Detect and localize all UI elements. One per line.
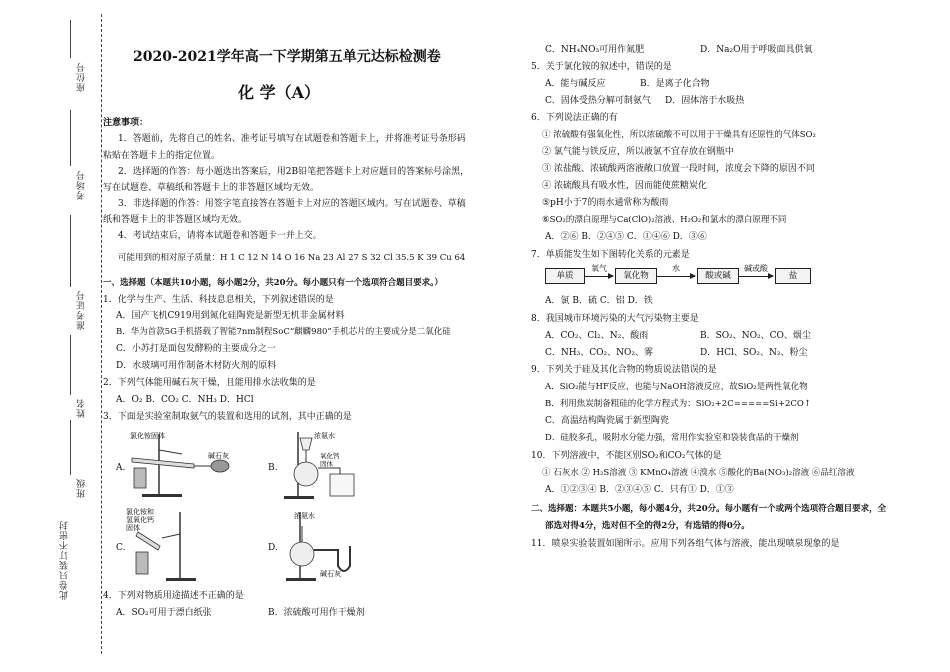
q1-option-d: D．水玻璃可用作制备木材防火剂的原料 [116, 361, 277, 371]
flow-arrow-3 [739, 276, 773, 277]
apparatus-c-label-3: 固体 [126, 524, 140, 532]
exam-room-label: 考场号 [77, 170, 87, 200]
apparatus-c-label-2: 氢氧化钙 [126, 516, 154, 524]
seat-number-line [70, 20, 71, 58]
q1-option-b: B．华为首款5G手机搭载了智能7nm制程SoC“麒麟980”手机芯片的主要成分是二氧化硅 [116, 327, 451, 337]
atomic-masses: 可能用到的相对原子质量：H 1 C 12 N 14 O 16 Na 23 Al 27 S 32 Cl 35.5 K 39 Cu 64 [118, 253, 466, 263]
q6-statement-4: ④ 浓硫酸具有吸水性，因而能使蔗糖炭化 [542, 181, 707, 191]
q3-stem: 3．下面是实验室制取氨气的装置和选用的试剂，其中正确的是 [103, 412, 352, 422]
class-label: 班级 [77, 478, 87, 498]
q6-statement-3: ③ 浓盐酸、浓硫酸两溶液敞口放置一段时间，浓度会下降的原因不同 [542, 164, 815, 174]
flow-arrow-2-label: 水 [672, 264, 680, 273]
notes-heading: 注意事项： [103, 118, 149, 128]
flow-arrow-2 [657, 276, 695, 277]
q7-options: A．氯 B．硫 C．铝 D．铁 [545, 296, 653, 306]
note-2b: 写在试题卷、草稿纸和答题卡上的非答题区域均无效。 [103, 183, 320, 193]
apparatus-c-label-1: 氯化铵和 [126, 508, 154, 516]
q4-option-b: B．浓硫酸可用作干燥剂 [268, 608, 365, 618]
flow-arrow-3-label: 碱或酸 [744, 264, 768, 273]
subject-title: 化 学（A） [238, 83, 320, 102]
name-line [70, 335, 71, 395]
q10-items: ① 石灰水 ② H₂S溶液 ③ KMnO₄溶液 ④溴水 ⑤酸化的Ba(NO₃)₂溶液 ⑥品红溶液 [542, 468, 855, 478]
ticket-number-label: 准考证号 [77, 290, 87, 330]
flow-box-salt: 盐 [775, 268, 811, 284]
apparatus-a-label-dryer: 碱石灰 [208, 452, 229, 460]
q8-option-b: B．SO₂、NO₂、CO、烟尘 [700, 331, 811, 341]
q5-option-c: C．固体受热分解可制氨气 [545, 96, 651, 106]
q1-option-c: C．小苏打是面包发酵粉的主要成分之一 [116, 344, 276, 354]
flow-arrow-1 [585, 276, 613, 277]
q4-option-a: A．SO₂可用于漂白纸张 [116, 608, 212, 618]
q8-option-a: A．CO₂、Cl₂、N₂、酸雨 [545, 331, 649, 341]
apparatus-a [124, 428, 244, 498]
flow-box-acid-or-base: 酸或碱 [697, 268, 739, 284]
q3-option-d-label: D. [268, 543, 278, 553]
q5-option-d: D．固体溶于水吸热 [665, 96, 745, 106]
section2-heading-1: 二、选择题：本题共5小题，每小题4分，共20分。每小题有一个或两个选项符合题目要求，全 [531, 504, 887, 514]
q9-option-c: C．高温结构陶瓷属于新型陶瓷 [545, 416, 669, 426]
q2-options: A．O₂ B．CO₂ C．NH₃ D．HCl [116, 395, 254, 405]
q1-stem: 1．化学与生产、生活、科技息息相关，下列叙述错误的是 [103, 295, 334, 305]
seat-number-label: 座位号 [77, 62, 87, 92]
note-3b: 纸和答题卡上的非答题区域均无效。 [103, 215, 248, 225]
name-label: 姓名 [77, 398, 87, 418]
apparatus-a-label-reagent: 氯化铵固体 [130, 432, 165, 440]
apparatus-c [124, 506, 224, 582]
q6-options: A．②⑥ B．②④⑤ C．①④⑥ D．③⑥ [545, 232, 707, 242]
q4-option-d: D．Na₂O用于呼吸面具供氧 [700, 45, 813, 55]
exam-room-line [70, 110, 71, 166]
binding-line [101, 14, 102, 654]
apparatus-b-label-solid: 固体 [320, 460, 333, 468]
q9-option-a: A．SiO₂能与HF反应，也能与NaOH溶液反应，故SiO₂是两性氧化物 [545, 382, 808, 392]
apparatus-b-label-cao: 氧化钙 [320, 452, 340, 460]
apparatus-d-label-dryer: 碱石灰 [320, 570, 341, 578]
q9-stem: 9．下列关于硅及其化合物的物质说法错误的是 [531, 365, 717, 375]
q10-stem: 10．下列溶液中，不能区别SO₂和CO₂气体的是 [531, 451, 722, 461]
flow-arrow-1-label: 氧气 [591, 264, 607, 273]
q6-statement-5: ⑤pH小于7的雨水通常称为酸雨 [542, 198, 669, 208]
q5-option-a: A．能与碱反应 [545, 79, 606, 89]
flow-box-oxide: 氧化物 [615, 268, 657, 284]
seal-notice: 此卷只装订不密封 [60, 520, 70, 600]
q2-stem: 2．下列气体能用碱石灰干燥，且能用排水法收集的是 [103, 378, 316, 388]
q10-options: A．①②③④ B．②③④⑤ C．只有① D．①③ [545, 485, 734, 495]
q8-option-d: D．HCl、SO₂、N₂、粉尘 [700, 348, 808, 358]
q5-option-b: B．是离子化合物 [640, 79, 710, 89]
q9-option-d: D．硅胶多孔，吸附水分能力强，常用作实验室和袋装食品的干燥剂 [545, 433, 799, 443]
apparatus-b [278, 428, 378, 500]
note-2a: 2．选择题的作答：每小题选出答案后，用2B铅笔把答题卡上对应题目的答案标号涂黑， [118, 167, 470, 177]
section1-heading: 一、选择题（本题共10小题，每小题2分，共20分。每小题只有一个选项符合题目要求。） [103, 278, 443, 288]
q6-statement-6: ⑥SO₂的漂白原理与Ca(ClO)₂溶液、H₂O₂和氯水的漂白原理不同 [542, 215, 787, 225]
ticket-number-line [70, 215, 71, 287]
q4-stem: 4．下列对物质用途描述不正确的是 [103, 591, 244, 601]
section2-heading-2: 部选对得4分，选对但不全的得2分，有选错的得0分。 [545, 521, 750, 531]
q1-option-a: A．国产飞机C919用到氮化硅陶瓷是新型无机非金属材料 [116, 311, 345, 321]
apparatus-d-label-ammonia: 浓氨水 [294, 512, 315, 520]
q8-option-c: C．NH₃、CO₂、NO₂、雾 [545, 348, 653, 358]
q8-stem: 8．我国城市环境污染的大气污染物主要是 [531, 314, 699, 324]
exam-title: 2020-2021学年高一下学期第五单元达标检测卷 [133, 49, 441, 65]
q6-statement-1: ① 浓硫酸有强氧化性，所以浓硫酸不可以用于干燥具有还原性的气体SO₂ [542, 130, 816, 140]
note-3a: 3．非选择题的作答：用签字笔直接答在答题卡上对应的答题区域内。写在试题卷、草稿 [118, 199, 466, 209]
q3-option-b-label: B. [268, 463, 278, 473]
q3-option-c-label: C. [116, 543, 126, 553]
q4-option-c: C．NH₄NO₃可用作氮肥 [545, 45, 645, 55]
q5-stem: 5．关于氯化铵的叙述中，错误的是 [531, 62, 672, 72]
class-line [70, 420, 71, 475]
q11-stem: 11．喷泉实验装置如图所示。应用下列各组气体与溶液，能出现喷泉现象的是 [531, 539, 840, 549]
apparatus-b-label-ammonia: 浓氨水 [314, 432, 335, 440]
apparatus-d [280, 506, 380, 582]
q7-stem: 7．单质能发生如下图转化关系的元素是 [531, 250, 690, 260]
q9-option-b: B．利用焦炭制备粗硅的化学方程式为：SiO₂+2C=====Si+2CO↑ [545, 399, 811, 409]
q6-statement-2: ② 氯气能与铁反应，所以液氯不宜存放在钢瓶中 [542, 147, 734, 157]
q3-option-a-label: A. [116, 463, 126, 473]
flow-box-element: 单质 [545, 268, 585, 284]
note-1a: 1．答题前，先将自己的姓名、准考证号填写在试题卷和答题卡上，并将准考证号条形码 [118, 134, 466, 144]
note-4: 4．考试结束后，请将本试题卷和答题卡一并上交。 [118, 231, 322, 241]
q6-stem: 6．下列说法正确的有 [531, 113, 618, 123]
note-1b: 粘贴在答题卡上的指定位置。 [103, 151, 221, 161]
